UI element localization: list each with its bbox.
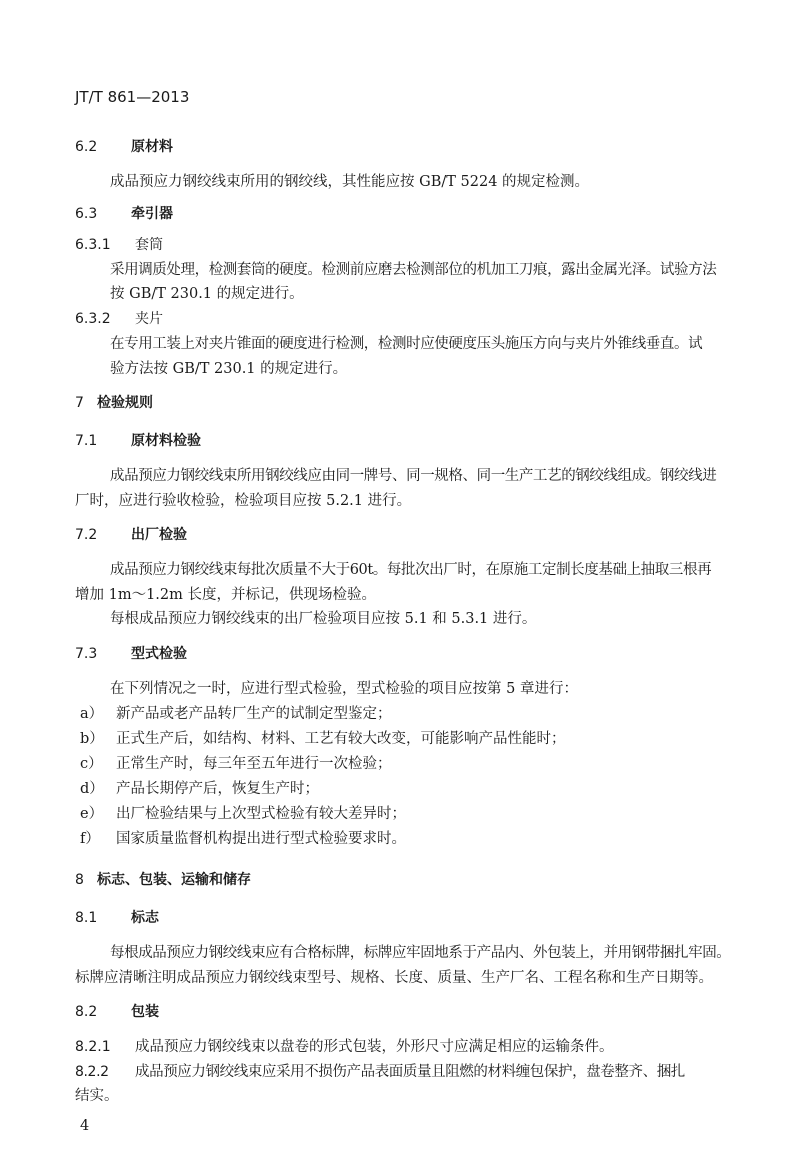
section-8-2-2-line: 8.2.2 成品预应力钢绞线束应采用不损伤产品表面质量且阻燃的材料缠包保护，盘卷整齐、捆扎: [75, 1064, 685, 1080]
chapter-7-heading: 7 检验规则: [75, 395, 153, 411]
section-6-3-1-line: 采用调质处理，检测套筒的硬度。检测前应磨去检测部位的机加工刀痕，露出金属光泽。试验方法: [110, 262, 717, 278]
chapter-8-heading: 8 标志、包装、运输和储存: [75, 872, 251, 888]
section-8-2-heading: 8.2 包装: [75, 1004, 159, 1020]
section-7-3-intro: 在下列情况之一时，应进行型式检验，型式检验的项目应按第 5 章进行：: [110, 681, 578, 697]
section-7-2-line: 增加 1m～1.2m 长度，并标记，供现场检验。: [75, 587, 377, 603]
section-6-3-heading: 6.3 牵引器: [75, 206, 173, 222]
page-number: 4: [80, 1118, 90, 1134]
list-item: b） 正式生产后，如结构、材料、工艺有较大改变，可能影响产品性能时；: [80, 731, 566, 747]
section-8-1-heading: 8.1 标志: [75, 910, 159, 926]
section-8-2-1: 8.2.1 成品预应力钢绞线束以盘卷的形式包装，外形尺寸应满足相应的运输条件。: [75, 1039, 614, 1055]
section-6-3-2-heading: 6.3.2 夹片: [75, 311, 163, 327]
section-7-1-heading: 7.1 原材料检验: [75, 433, 201, 449]
section-6-2-text: 成品预应力钢绞线束所用的钢绞线，其性能应按 GB/T 5224 的规定检测。: [110, 174, 590, 190]
section-6-2-heading: 6.2 原材料: [75, 139, 173, 155]
list-item: e） 出厂检验结果与上次型式检验有较大差异时；: [80, 806, 406, 822]
section-7-3-heading: 7.3 型式检验: [75, 646, 187, 662]
section-6-3-1-line: 按 GB/T 230.1 的规定进行。: [110, 286, 304, 302]
standard-code: JT/T 861—2013: [75, 88, 190, 106]
list-item: f） 国家质量监督机构提出进行型式检验要求时。: [80, 831, 406, 847]
list-item: d） 产品长期停产后，恢复生产时；: [80, 781, 319, 797]
section-7-1-line: 厂时，应进行验收检验，检验项目应按 5.2.1 进行。: [75, 493, 412, 509]
section-8-1-line: 每根成品预应力钢绞线束应有合格标牌，标牌应牢固地系于产品内、外包装上，并用钢带捆扎牢固。: [110, 945, 731, 961]
section-8-1-line: 标牌应清晰注明成品预应力钢绞线束型号、规格、长度、质量、生产厂名、工程名称和生产日期等。: [75, 970, 713, 986]
section-8-2-2-line: 结实。: [75, 1088, 119, 1104]
section-6-3-2-line: 在专用工装上对夹片锥面的硬度进行检测，检测时应使硬度压头施压方向与夹片外锥线垂直。试: [110, 336, 703, 352]
section-7-2-heading: 7.2 出厂检验: [75, 527, 187, 543]
section-7-2-line: 成品预应力钢绞线束每批次质量不大于60t。每批次出厂时，在原施工定制长度基础上抽取三根再: [110, 562, 712, 578]
section-7-2-line: 每根成品预应力钢绞线束的出厂检验项目应按 5.1 和 5.3.1 进行。: [110, 611, 537, 627]
list-item: a） 新产品或老产品转厂生产的试制定型鉴定；: [80, 706, 392, 722]
list-item: c） 正常生产时，每三年至五年进行一次检验；: [80, 756, 392, 772]
section-7-1-line: 成品预应力钢绞线束所用钢绞线应由同一牌号、同一规格、同一生产工艺的钢绞线组成。钢绞线进: [110, 468, 717, 484]
section-6-3-2-line: 验方法按 GB/T 230.1 的规定进行。: [110, 361, 348, 377]
section-6-3-1-heading: 6.3.1 套筒: [75, 237, 163, 253]
